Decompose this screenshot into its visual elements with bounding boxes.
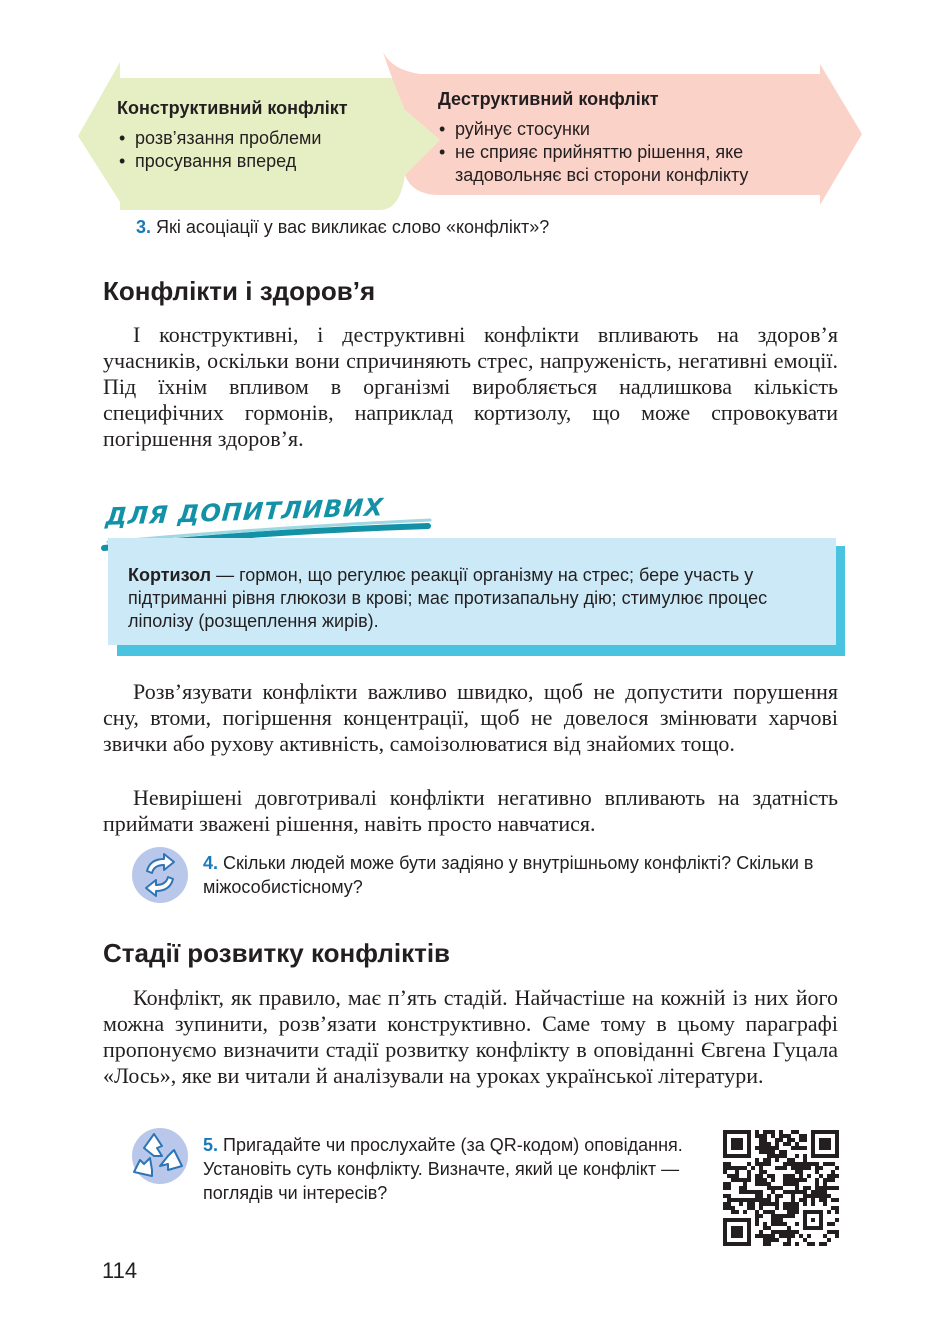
paragraph-stages: Конфлікт, як правило, має п’ять стадій. Найчастіше на кожній із них його можна зупинити, розв’язати конструктивно. Саме тому в цьому параграфі пропонуємо визначити стадії розвитку конфлікту в оповіданні Євгена Гуцала «Лось», яке ви читали й аналізували на уроках української літератури. — [103, 985, 838, 1088]
info-box-text — [128, 564, 818, 633]
list-item: • не сприяє прийняттю рішення, яке задовольняє всі сторони конфлікту — [437, 141, 817, 187]
question-number: 4. — [203, 853, 219, 873]
list-item: • розв’язання проблеми — [117, 127, 397, 150]
list-item: • просування вперед — [117, 150, 397, 173]
page-number: 114 — [102, 1258, 138, 1283]
destructive-title: Деструктивний конфлікт — [438, 89, 659, 109]
curious-label: ДЛЯ ДОПИТЛИВИХ — [104, 493, 385, 531]
qr-code-image[interactable] — [723, 1130, 839, 1246]
paragraph-health: І конструктивні, і деструктивні конфлікти впливають на здоров’я учасників, оскільки вони спричиняють стрес, напруженість, негативні емоції. Під їхнім впливом в організмі виробляється надлишкова кількість специфічних гормонів, наприклад кортизолу, що може спровокувати погіршення здоров’я. — [103, 322, 838, 451]
constructive-title: Конструктивний конфлікт — [117, 98, 348, 118]
question-number: 3. — [136, 217, 152, 237]
recycle-arrows-icon — [130, 845, 190, 905]
question-5 — [203, 1133, 705, 1205]
destructive-list — [437, 118, 817, 187]
paragraph-unresolved: Невирішені довготривалі конфлікти негативно впливають на здатність приймати зважені рішення, навіть просто навчатися. — [103, 785, 838, 836]
question-text: Пригадайте чи прослухайте (за QR-кодом) оповідання. Установіть суть конфлікту. Визначте, який це конфлікт — поглядів чи інтересів? — [203, 1135, 683, 1203]
question-3 — [136, 215, 836, 239]
definition: — гормон, що регулює реакції організму на стрес; бере участь у підтриманні рівня глюкози в крові; має протизапальну дію; стимулює процес ліполізу (розщеплення жирів). — [128, 565, 768, 631]
question-text: Скільки людей може бути задіяно у внутрішньому конфлікті? Скільки в міжособистісному? — [203, 853, 814, 897]
recycle-arrows-icon — [124, 1126, 190, 1186]
question-text: Які асоціації у вас викликає слово «конфлікт»? — [156, 217, 550, 237]
term: Кортизол — [128, 565, 212, 585]
section-heading-stages: Стадії розвитку конфліктів — [103, 938, 451, 968]
section-heading-health: Конфлікти і здоров’я — [103, 276, 376, 306]
question-number: 5. — [203, 1135, 219, 1155]
question-4 — [203, 851, 839, 899]
paragraph-resolve: Розв’язувати конфлікти важливо швидко, щоб не допустити порушення сну, втоми, погіршення концентрації, щоб не довелося змінювати харчові звички або рухову активність, самоізолюватися від знайомих тощо. — [103, 679, 838, 756]
constructive-list — [117, 127, 397, 173]
list-item: • руйнує стосунки — [437, 118, 817, 141]
